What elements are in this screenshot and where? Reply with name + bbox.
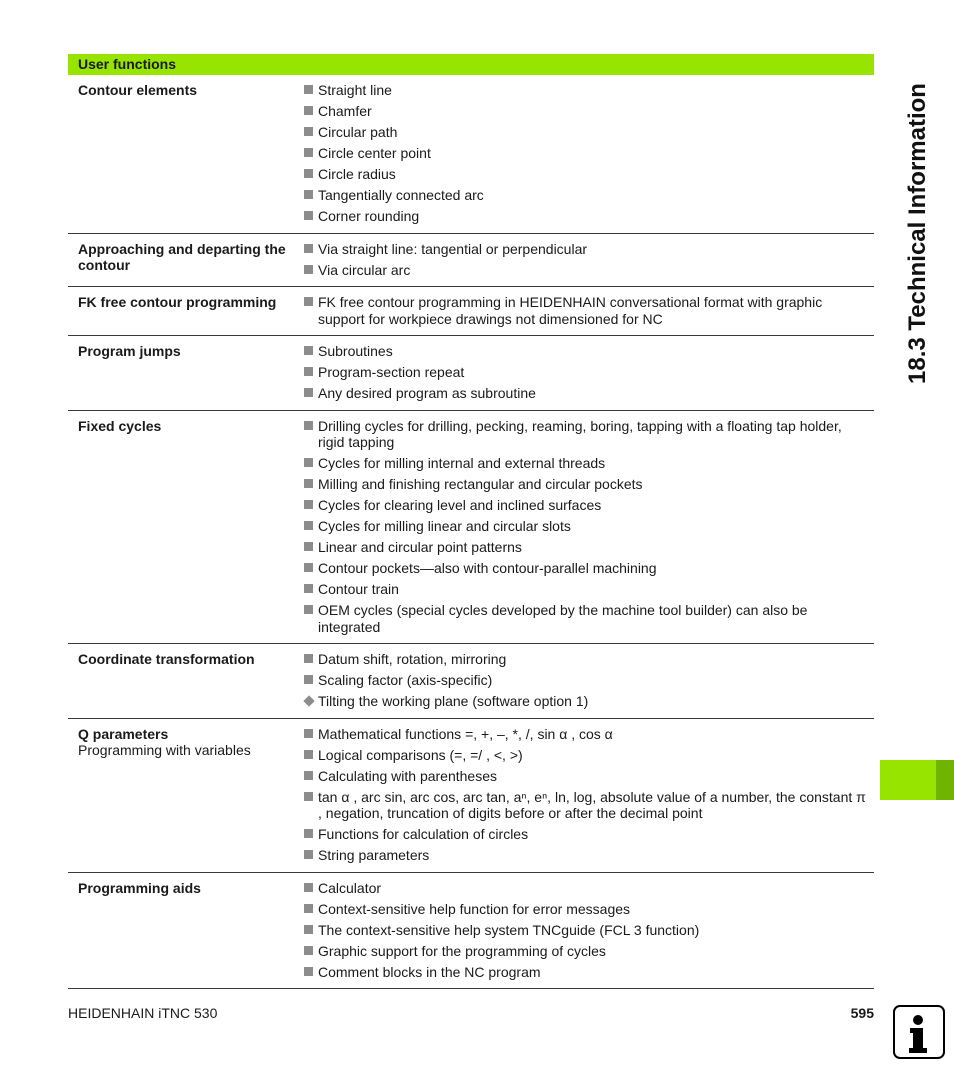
feature-category-cell (68, 336, 304, 411)
square-bullet-icon (304, 750, 313, 759)
feature-list (304, 418, 874, 636)
feature-list-cell (304, 336, 874, 411)
feature-category: Program jumps (78, 343, 181, 359)
list-item-text: Circle center point (318, 145, 431, 161)
square-bullet-icon (304, 654, 313, 663)
table-row (68, 644, 874, 719)
table-row (68, 287, 874, 336)
list-item-text: Program-section repeat (318, 364, 465, 380)
square-bullet-icon (304, 500, 313, 509)
square-bullet-icon (304, 244, 313, 253)
list-item (304, 385, 874, 402)
list-item-text: FK free contour programming in HEIDENHAIN conversational format with graphic support for workpiece drawings not dimensioned for NC (318, 294, 823, 327)
footer-product-name: HEIDENHAIN iTNC 530 (68, 1005, 218, 1021)
list-item (304, 418, 874, 451)
list-item-text: Calculator (318, 879, 382, 896)
table-row (68, 872, 874, 989)
feature-category-cell (68, 287, 304, 336)
feature-list (304, 82, 874, 225)
feature-list-cell (304, 233, 874, 287)
section-title: 18.3 Technical Information (904, 83, 931, 384)
list-item-text: Graphic support for the programming of cycles (318, 942, 606, 959)
square-bullet-icon (304, 883, 313, 892)
square-bullet-icon (304, 850, 313, 859)
feature-category-cell (68, 233, 304, 287)
list-item (304, 103, 874, 120)
list-item-text: Contour train (318, 581, 399, 597)
feature-list-cell (304, 718, 874, 872)
square-bullet-icon (304, 904, 313, 913)
square-bullet-icon (304, 211, 313, 220)
list-item-text: Logical comparisons (=, =/ , <, >) (318, 746, 523, 763)
feature-list (304, 880, 874, 981)
list-item-text: Comment blocks in the NC program (318, 963, 541, 980)
list-item-text: Chamfer (318, 103, 372, 119)
square-bullet-icon (304, 925, 313, 934)
square-bullet-icon (304, 829, 313, 838)
square-bullet-icon (304, 148, 313, 157)
feature-list (304, 651, 874, 710)
list-item-text: Via straight line: tangential or perpendicular (318, 240, 588, 257)
square-bullet-icon (304, 675, 313, 684)
square-bullet-icon (304, 729, 313, 738)
feature-category-cell (68, 75, 304, 233)
square-bullet-icon (304, 367, 313, 376)
square-bullet-icon (304, 190, 313, 199)
list-item-text: Milling and finishing rectangular and circular pockets (318, 476, 643, 492)
list-item-text: Cycles for milling linear and circular slots (318, 518, 571, 534)
feature-category-subtitle: Programming with variables (78, 742, 251, 758)
list-item-text: Straight line (318, 82, 392, 98)
list-item-text: Tilting the working plane (software option 1) (318, 693, 589, 709)
square-bullet-icon (304, 967, 313, 976)
list-item (304, 560, 874, 577)
list-item (304, 124, 874, 141)
feature-category: FK free contour programming (78, 294, 277, 310)
list-item-text: OEM cycles (special cycles developed by the machine tool builder) can also be integrated (318, 602, 808, 635)
square-bullet-icon (304, 521, 313, 530)
square-bullet-icon (304, 85, 313, 94)
feature-list-cell (304, 410, 874, 644)
feature-list (304, 726, 874, 864)
square-bullet-icon (304, 542, 313, 551)
list-item-text: Scaling factor (axis-specific) (318, 672, 493, 688)
feature-category: Coordinate transformation (78, 651, 255, 667)
feature-category: Contour elements (78, 82, 198, 98)
list-item (304, 651, 874, 668)
list-item (304, 145, 874, 162)
list-item-text: Calculating with parentheses (318, 767, 497, 784)
table-header: User functions (68, 54, 874, 75)
list-item (304, 747, 874, 764)
list-item-text: Corner rounding (318, 208, 420, 224)
list-item-text: Any desired program as subroutine (318, 385, 536, 401)
square-bullet-icon (304, 479, 313, 488)
table-row (68, 410, 874, 644)
square-bullet-icon (304, 584, 313, 593)
list-item (304, 672, 874, 689)
list-item (304, 294, 874, 327)
feature-category: Approaching and departing the contour (78, 240, 286, 273)
list-item (304, 581, 874, 598)
chapter-tab (880, 760, 936, 800)
square-bullet-icon (304, 946, 313, 955)
feature-category-cell (68, 718, 304, 872)
list-item-text: Context-sensitive help function for error messages (318, 900, 631, 917)
feature-list (304, 343, 874, 402)
square-bullet-icon (304, 421, 313, 430)
feature-category: Fixed cycles (78, 417, 162, 434)
square-bullet-icon (304, 458, 313, 467)
list-item (304, 497, 874, 514)
feature-list-cell (304, 872, 874, 989)
square-bullet-icon (304, 265, 313, 274)
square-bullet-icon (304, 605, 313, 614)
feature-list (304, 294, 874, 327)
feature-list-cell (304, 75, 874, 233)
list-item (304, 82, 874, 99)
square-bullet-icon (304, 563, 313, 572)
table-row (68, 718, 874, 872)
list-item (304, 343, 874, 360)
list-item (304, 964, 874, 981)
list-item-text: Tangentially connected arc (318, 187, 484, 203)
list-item (304, 826, 874, 843)
list-item (304, 602, 874, 635)
list-item-text: Mathematical functions =, +, –, *, /, sin α , cos α (318, 725, 613, 742)
page-number: 595 (850, 1005, 874, 1021)
list-item (304, 208, 874, 225)
chapter-tab-edge (936, 760, 954, 800)
square-bullet-icon (304, 297, 313, 306)
list-item (304, 768, 874, 785)
list-item (304, 847, 874, 864)
diamond-bullet-icon (303, 695, 314, 706)
list-item-text: Linear and circular point patterns (318, 539, 522, 555)
list-item (304, 693, 874, 710)
list-item (304, 943, 874, 960)
table-row (68, 233, 874, 287)
feature-category-cell (68, 410, 304, 644)
list-item (304, 518, 874, 535)
list-item-text: Cycles for clearing level and inclined surfaces (318, 497, 602, 513)
list-item (304, 241, 874, 258)
table-header-row (68, 54, 874, 75)
list-item-text: The context-sensitive help system TNCguide (FCL 3 function) (318, 921, 700, 938)
list-item-text: Cycles for milling internal and external threads (318, 455, 606, 471)
square-bullet-icon (304, 388, 313, 397)
list-item-text: String parameters (318, 847, 430, 863)
feature-category-cell (68, 644, 304, 719)
info-glyph (895, 1007, 943, 1057)
list-item-text: Contour pockets—also with contour-parallel machining (318, 560, 657, 576)
table-row (68, 75, 874, 233)
list-item (304, 880, 874, 897)
list-item-text: Via circular arc (318, 261, 411, 278)
feature-category: Q parameters (78, 725, 169, 742)
feature-category-cell (68, 872, 304, 989)
list-item-text: Subroutines (318, 343, 393, 359)
square-bullet-icon (304, 771, 313, 780)
list-item (304, 476, 874, 493)
list-item (304, 455, 874, 472)
list-item (304, 166, 874, 183)
list-item (304, 539, 874, 556)
square-bullet-icon (304, 127, 313, 136)
list-item (304, 262, 874, 279)
square-bullet-icon (304, 169, 313, 178)
feature-category: Programming aids (78, 879, 201, 896)
list-item (304, 364, 874, 381)
feature-list-cell (304, 644, 874, 719)
info-icon (893, 1005, 945, 1059)
list-item-text: Drilling cycles for drilling, pecking, reaming, boring, tapping with a floating tap holder, rigid tapping (318, 417, 842, 450)
list-item (304, 922, 874, 939)
list-item (304, 726, 874, 743)
square-bullet-icon (304, 106, 313, 115)
feature-list-cell (304, 287, 874, 336)
list-item-text: Datum shift, rotation, mirroring (318, 651, 507, 667)
user-functions-table (68, 54, 874, 989)
list-item-text: tan α , arc sin, arc cos, arc tan, aⁿ, eⁿ, ln, log, absolute value of a number, the constant π , negation, truncation of digits before or after the decimal point (318, 788, 866, 821)
square-bullet-icon (304, 792, 313, 801)
square-bullet-icon (304, 346, 313, 355)
feature-list (304, 241, 874, 279)
list-item-text: Circle radius (318, 166, 396, 182)
list-item (304, 789, 874, 822)
list-item-text: Circular path (318, 124, 398, 140)
list-item-text: Functions for calculation of circles (318, 826, 529, 842)
table-row (68, 336, 874, 411)
side-heading-container (880, 54, 931, 384)
list-item (304, 901, 874, 918)
list-item (304, 187, 874, 204)
